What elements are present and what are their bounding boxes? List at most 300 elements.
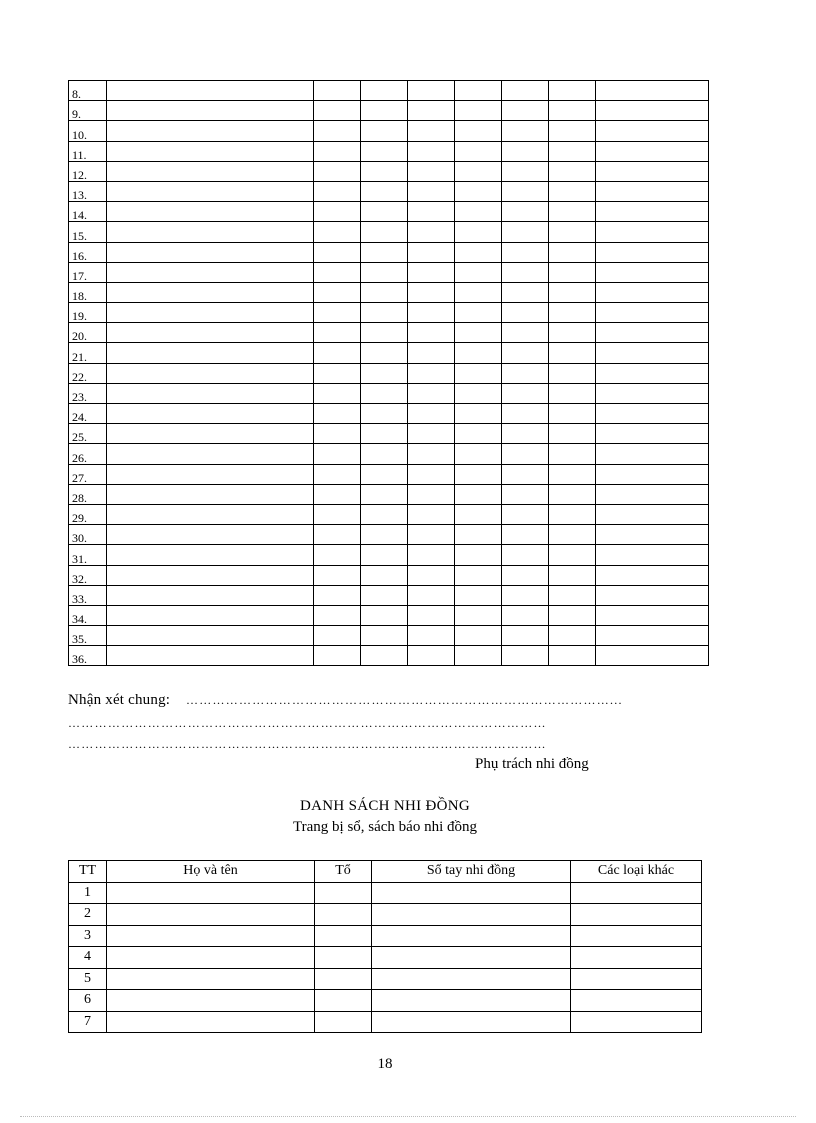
- empty-cell: [596, 504, 709, 524]
- empty-cell: [107, 242, 314, 262]
- row-number: 35.: [69, 626, 107, 646]
- empty-cell: [455, 141, 502, 161]
- empty-cell: [549, 323, 596, 343]
- empty-cell: [596, 444, 709, 464]
- empty-cell: [107, 585, 314, 605]
- empty-cell: [314, 424, 361, 444]
- empty-cell: [372, 1011, 571, 1033]
- row-number: 20.: [69, 323, 107, 343]
- empty-cell: [107, 990, 315, 1012]
- empty-cell: [314, 484, 361, 504]
- empty-cell: [502, 343, 549, 363]
- empty-cell: [314, 121, 361, 141]
- row-number: 4: [69, 947, 107, 969]
- empty-cell: [596, 262, 709, 282]
- row-number: 13.: [69, 181, 107, 201]
- empty-cell: [596, 282, 709, 302]
- empty-cell: [107, 925, 315, 947]
- empty-cell: [107, 525, 314, 545]
- empty-cell: [361, 383, 408, 403]
- remarks-dots-line-2: ………………………………………………………………………………………………: [68, 716, 547, 730]
- empty-cell: [314, 565, 361, 585]
- table-row: [69, 383, 709, 403]
- empty-cell: [314, 525, 361, 545]
- empty-cell: [502, 181, 549, 201]
- empty-cell: [596, 605, 709, 625]
- empty-cell: [361, 81, 408, 101]
- empty-cell: [314, 161, 361, 181]
- row-number: 11.: [69, 141, 107, 161]
- row-number: 32.: [69, 565, 107, 585]
- empty-cell: [107, 424, 314, 444]
- row-number: 24.: [69, 404, 107, 424]
- empty-cell: [455, 504, 502, 524]
- empty-cell: [549, 181, 596, 201]
- table-row: [69, 925, 702, 947]
- empty-cell: [549, 626, 596, 646]
- row-number: 28.: [69, 484, 107, 504]
- empty-cell: [361, 141, 408, 161]
- empty-cell: [315, 947, 372, 969]
- empty-cell: [361, 242, 408, 262]
- table-row: [69, 484, 709, 504]
- empty-cell: [408, 464, 455, 484]
- empty-cell: [596, 363, 709, 383]
- row-number: 22.: [69, 363, 107, 383]
- empty-cell: [107, 161, 314, 181]
- row-number: 33.: [69, 585, 107, 605]
- empty-cell: [107, 262, 314, 282]
- empty-cell: [502, 161, 549, 181]
- table-row: [69, 968, 702, 990]
- table-row: [69, 504, 709, 524]
- empty-cell: [455, 262, 502, 282]
- table-row: [69, 1011, 702, 1033]
- page-number: 18: [377, 1056, 393, 1072]
- empty-cell: [455, 323, 502, 343]
- empty-cell: [571, 925, 702, 947]
- empty-cell: [408, 262, 455, 282]
- empty-cell: [315, 968, 372, 990]
- empty-cell: [455, 121, 502, 141]
- empty-cell: [455, 626, 502, 646]
- table-row: [69, 545, 709, 565]
- empty-cell: [314, 626, 361, 646]
- empty-cell: [502, 605, 549, 625]
- empty-cell: [596, 323, 709, 343]
- table-row: [69, 161, 709, 181]
- empty-cell: [372, 882, 571, 904]
- empty-cell: [408, 101, 455, 121]
- empty-cell: [314, 222, 361, 242]
- empty-cell: [596, 141, 709, 161]
- row-number: 23.: [69, 383, 107, 403]
- row-number: 7: [69, 1011, 107, 1033]
- row-number: 1: [69, 882, 107, 904]
- empty-cell: [361, 222, 408, 242]
- empty-cell: [571, 947, 702, 969]
- empty-cell: [502, 242, 549, 262]
- empty-cell: [372, 947, 571, 969]
- empty-cell: [571, 882, 702, 904]
- empty-cell: [361, 565, 408, 585]
- empty-cell: [455, 242, 502, 262]
- empty-cell: [549, 525, 596, 545]
- row-number: 12.: [69, 161, 107, 181]
- page-bottom-divider: [20, 1116, 796, 1117]
- empty-cell: [455, 605, 502, 625]
- empty-cell: [455, 101, 502, 121]
- empty-cell: [549, 222, 596, 242]
- empty-cell: [408, 484, 455, 504]
- empty-cell: [502, 585, 549, 605]
- empty-cell: [502, 81, 549, 101]
- row-number: 19.: [69, 303, 107, 323]
- empty-cell: [455, 565, 502, 585]
- empty-cell: [596, 626, 709, 646]
- empty-cell: [502, 646, 549, 666]
- empty-cell: [455, 282, 502, 302]
- empty-cell: [455, 525, 502, 545]
- empty-cell: [549, 545, 596, 565]
- empty-cell: [502, 626, 549, 646]
- empty-cell: [314, 323, 361, 343]
- empty-cell: [549, 383, 596, 403]
- empty-cell: [502, 545, 549, 565]
- table-row: [69, 242, 709, 262]
- empty-cell: [455, 161, 502, 181]
- empty-cell: [549, 262, 596, 282]
- empty-cell: [571, 1011, 702, 1033]
- row-number: 17.: [69, 262, 107, 282]
- table-row: [69, 343, 709, 363]
- empty-cell: [596, 383, 709, 403]
- empty-cell: [408, 525, 455, 545]
- empty-cell: [455, 464, 502, 484]
- empty-cell: [372, 990, 571, 1012]
- empty-cell: [549, 343, 596, 363]
- empty-cell: [107, 141, 314, 161]
- table-row: [69, 181, 709, 201]
- table-header-row: [69, 861, 702, 883]
- empty-cell: [314, 303, 361, 323]
- table-row: [69, 404, 709, 424]
- empty-cell: [596, 161, 709, 181]
- table-row: [69, 141, 709, 161]
- table-row: [69, 646, 709, 666]
- empty-cell: [107, 202, 314, 222]
- empty-cell: [361, 484, 408, 504]
- empty-cell: [315, 1011, 372, 1033]
- empty-cell: [549, 484, 596, 504]
- empty-cell: [361, 181, 408, 201]
- header-group: Tổ: [315, 861, 372, 883]
- empty-cell: [596, 343, 709, 363]
- empty-cell: [361, 585, 408, 605]
- empty-cell: [314, 545, 361, 565]
- empty-cell: [107, 646, 314, 666]
- empty-cell: [314, 404, 361, 424]
- empty-cell: [107, 121, 314, 141]
- row-number: 29.: [69, 504, 107, 524]
- row-number: 30.: [69, 525, 107, 545]
- empty-cell: [361, 424, 408, 444]
- empty-cell: [549, 81, 596, 101]
- empty-cell: [107, 484, 314, 504]
- row-number: 16.: [69, 242, 107, 262]
- empty-cell: [372, 925, 571, 947]
- empty-cell: [107, 343, 314, 363]
- empty-cell: [455, 343, 502, 363]
- empty-cell: [596, 484, 709, 504]
- empty-cell: [314, 383, 361, 403]
- empty-cell: [502, 141, 549, 161]
- empty-cell: [408, 383, 455, 403]
- header-name: Họ và tên: [107, 861, 315, 883]
- empty-cell: [596, 585, 709, 605]
- empty-cell: [408, 404, 455, 424]
- row-number: 14.: [69, 202, 107, 222]
- empty-cell: [571, 968, 702, 990]
- children-list-table: [68, 860, 702, 1033]
- empty-cell: [549, 161, 596, 181]
- row-number: 26.: [69, 444, 107, 464]
- empty-cell: [596, 303, 709, 323]
- empty-cell: [361, 605, 408, 625]
- table-row: [69, 121, 709, 141]
- empty-cell: [408, 444, 455, 464]
- row-number: 25.: [69, 424, 107, 444]
- remarks-dots-line-1: ……………………………………………………………………………………...: [186, 693, 623, 707]
- empty-cell: [107, 968, 315, 990]
- empty-cell: [502, 444, 549, 464]
- empty-cell: [361, 343, 408, 363]
- empty-cell: [314, 242, 361, 262]
- row-number: 18.: [69, 282, 107, 302]
- empty-cell: [502, 323, 549, 343]
- empty-cell: [408, 363, 455, 383]
- table-row: [69, 626, 709, 646]
- empty-cell: [361, 262, 408, 282]
- empty-cell: [361, 504, 408, 524]
- empty-cell: [596, 181, 709, 201]
- empty-cell: [408, 181, 455, 201]
- empty-cell: [408, 343, 455, 363]
- empty-cell: [549, 121, 596, 141]
- empty-cell: [549, 464, 596, 484]
- empty-cell: [314, 585, 361, 605]
- empty-cell: [107, 626, 314, 646]
- table-row: [69, 904, 702, 926]
- empty-cell: [107, 404, 314, 424]
- empty-cell: [107, 81, 314, 101]
- empty-cell: [596, 424, 709, 444]
- empty-cell: [502, 101, 549, 121]
- empty-cell: [549, 242, 596, 262]
- table-row: [69, 882, 702, 904]
- empty-cell: [596, 404, 709, 424]
- row-number: 27.: [69, 464, 107, 484]
- attendance-table: [68, 80, 709, 666]
- empty-cell: [372, 968, 571, 990]
- empty-cell: [596, 121, 709, 141]
- empty-cell: [549, 282, 596, 302]
- empty-cell: [502, 303, 549, 323]
- empty-cell: [408, 545, 455, 565]
- empty-cell: [502, 404, 549, 424]
- table-row: [69, 585, 709, 605]
- empty-cell: [549, 101, 596, 121]
- empty-cell: [455, 202, 502, 222]
- empty-cell: [549, 605, 596, 625]
- empty-cell: [107, 605, 314, 625]
- empty-cell: [408, 504, 455, 524]
- empty-cell: [107, 323, 314, 343]
- empty-cell: [455, 383, 502, 403]
- row-number: 5: [69, 968, 107, 990]
- empty-cell: [314, 444, 361, 464]
- empty-cell: [455, 181, 502, 201]
- empty-cell: [502, 484, 549, 504]
- empty-cell: [455, 222, 502, 242]
- empty-cell: [107, 904, 315, 926]
- empty-cell: [455, 404, 502, 424]
- empty-cell: [408, 242, 455, 262]
- empty-cell: [455, 81, 502, 101]
- empty-cell: [596, 202, 709, 222]
- empty-cell: [502, 363, 549, 383]
- empty-cell: [455, 303, 502, 323]
- empty-cell: [361, 525, 408, 545]
- empty-cell: [549, 202, 596, 222]
- table-row: [69, 303, 709, 323]
- empty-cell: [549, 504, 596, 524]
- empty-cell: [408, 585, 455, 605]
- empty-cell: [107, 882, 315, 904]
- row-number: 2: [69, 904, 107, 926]
- table-row: [69, 565, 709, 585]
- table-row: [69, 990, 702, 1012]
- empty-cell: [408, 81, 455, 101]
- empty-cell: [408, 141, 455, 161]
- table-row: [69, 202, 709, 222]
- row-number: 34.: [69, 605, 107, 625]
- empty-cell: [596, 525, 709, 545]
- empty-cell: [596, 81, 709, 101]
- empty-cell: [502, 222, 549, 242]
- empty-cell: [107, 383, 314, 403]
- empty-cell: [315, 904, 372, 926]
- empty-cell: [596, 464, 709, 484]
- empty-cell: [107, 181, 314, 201]
- table-row: [69, 81, 709, 101]
- empty-cell: [502, 121, 549, 141]
- empty-cell: [314, 181, 361, 201]
- empty-cell: [502, 464, 549, 484]
- empty-cell: [596, 101, 709, 121]
- section-title: DANH SÁCH NHI ĐỒNG: [300, 798, 470, 814]
- empty-cell: [107, 504, 314, 524]
- header-handbook: Sổ tay nhi đồng: [372, 861, 571, 883]
- empty-cell: [361, 444, 408, 464]
- empty-cell: [455, 424, 502, 444]
- children-list-body: [69, 882, 702, 1033]
- empty-cell: [361, 464, 408, 484]
- empty-cell: [408, 202, 455, 222]
- header-tt: TT: [69, 861, 107, 883]
- attendance-table-body: [69, 81, 709, 666]
- row-number: 8.: [69, 81, 107, 101]
- empty-cell: [502, 565, 549, 585]
- empty-cell: [372, 904, 571, 926]
- signer-title: Phụ trách nhi đồng: [475, 756, 589, 772]
- empty-cell: [502, 282, 549, 302]
- empty-cell: [107, 947, 315, 969]
- row-number: 9.: [69, 101, 107, 121]
- empty-cell: [455, 484, 502, 504]
- empty-cell: [502, 504, 549, 524]
- empty-cell: [549, 646, 596, 666]
- empty-cell: [315, 925, 372, 947]
- empty-cell: [314, 504, 361, 524]
- empty-cell: [107, 222, 314, 242]
- empty-cell: [455, 585, 502, 605]
- empty-cell: [107, 464, 314, 484]
- empty-cell: [455, 545, 502, 565]
- table-row: [69, 464, 709, 484]
- empty-cell: [361, 626, 408, 646]
- empty-cell: [502, 262, 549, 282]
- empty-cell: [549, 303, 596, 323]
- row-number: 21.: [69, 343, 107, 363]
- empty-cell: [107, 565, 314, 585]
- empty-cell: [408, 303, 455, 323]
- empty-cell: [502, 202, 549, 222]
- empty-cell: [549, 404, 596, 424]
- empty-cell: [107, 1011, 315, 1033]
- empty-cell: [315, 990, 372, 1012]
- empty-cell: [361, 202, 408, 222]
- empty-cell: [315, 882, 372, 904]
- empty-cell: [596, 545, 709, 565]
- row-number: 15.: [69, 222, 107, 242]
- row-number: 36.: [69, 646, 107, 666]
- empty-cell: [408, 424, 455, 444]
- empty-cell: [549, 363, 596, 383]
- row-number: 10.: [69, 121, 107, 141]
- empty-cell: [571, 904, 702, 926]
- empty-cell: [502, 525, 549, 545]
- empty-cell: [455, 444, 502, 464]
- table-row: [69, 101, 709, 121]
- empty-cell: [314, 101, 361, 121]
- empty-cell: [361, 101, 408, 121]
- remarks-dots-line-3: ………………………………………………………………………………………………: [68, 737, 547, 751]
- empty-cell: [314, 605, 361, 625]
- empty-cell: [408, 565, 455, 585]
- header-other: Các loại khác: [571, 861, 702, 883]
- empty-cell: [361, 404, 408, 424]
- empty-cell: [361, 303, 408, 323]
- empty-cell: [549, 585, 596, 605]
- empty-cell: [408, 646, 455, 666]
- empty-cell: [314, 282, 361, 302]
- empty-cell: [549, 141, 596, 161]
- empty-cell: [571, 990, 702, 1012]
- empty-cell: [361, 282, 408, 302]
- empty-cell: [408, 121, 455, 141]
- empty-cell: [361, 161, 408, 181]
